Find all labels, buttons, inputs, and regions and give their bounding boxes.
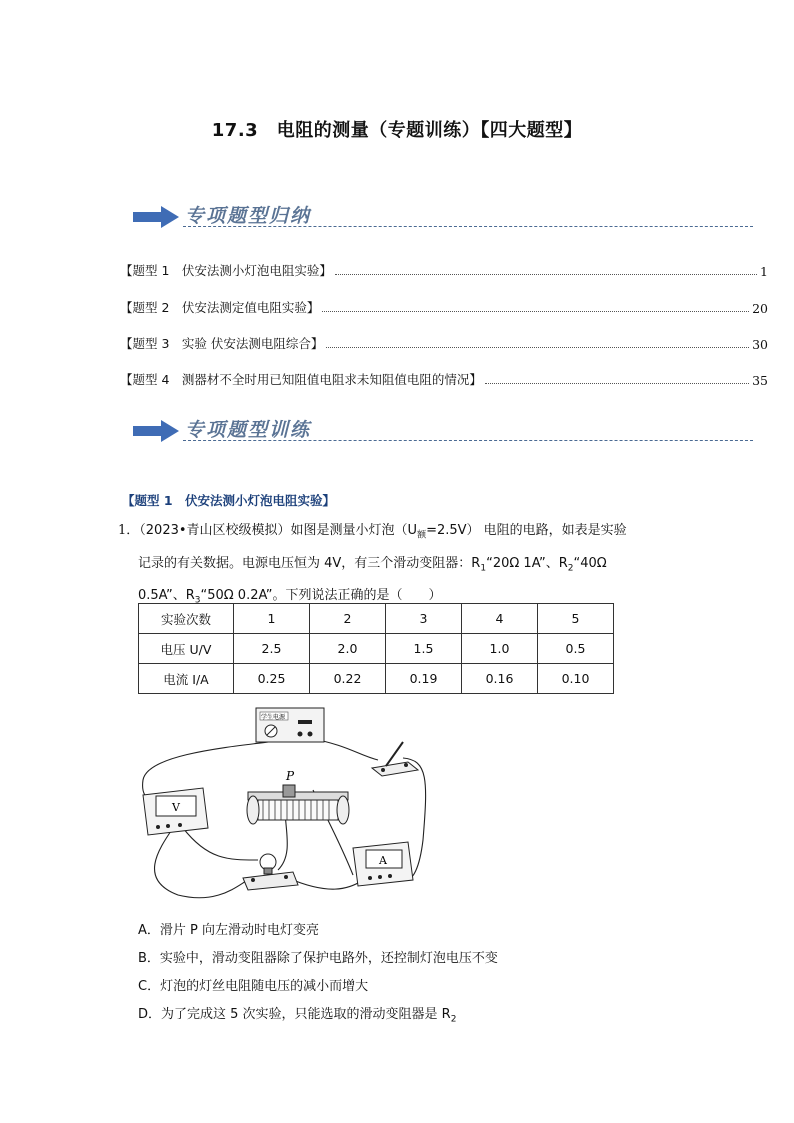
subscript: 1	[480, 563, 487, 574]
table-cell: 1	[234, 604, 310, 634]
question-text: 0.5A”、R	[138, 588, 195, 604]
subscript: 2	[450, 1014, 457, 1025]
question-stem	[118, 517, 678, 615]
table-cell: 电压 U/V	[139, 634, 234, 664]
ammeter-label: A	[379, 854, 387, 867]
toc-item[interactable]	[120, 298, 768, 316]
arrow-right-icon	[133, 420, 179, 442]
table-cell: 0.22	[310, 664, 386, 694]
table-cell: 2.5	[234, 634, 310, 664]
toc-label: 【题型 1 伏安法测小灯泡电阻实验】	[120, 263, 332, 278]
power-label: 学生电源	[261, 714, 286, 721]
arrow-right-icon	[133, 206, 179, 228]
question-text: =2.5V） 电阻的电路，如表是实验	[426, 523, 627, 538]
option-a[interactable]: A．滑片 P 向左滑动时电灯变亮	[138, 923, 319, 938]
question-number: 1．	[118, 523, 140, 538]
toc-leader	[326, 347, 749, 348]
table-cell: 0.25	[234, 664, 310, 694]
bulb	[243, 854, 298, 890]
data-table	[138, 603, 614, 694]
option-d-text: D．为了完成这 5 次实验，只能选取的滑动变阻器是 R	[138, 1007, 451, 1022]
question-text: “40Ω	[573, 555, 607, 571]
table-cell: 5	[538, 604, 614, 634]
voltmeter-label: V	[172, 801, 180, 814]
table-cell: 0.5	[538, 634, 614, 664]
toc-label: 【题型 4 测器材不全时用已知阻值电阻求未知阻值电阻的情况】	[120, 372, 482, 387]
option-b[interactable]: B．实验中，滑动变阻器除了保护电路外，还控制灯泡电压不变	[138, 951, 498, 966]
circuit-diagram	[128, 700, 448, 910]
wire	[288, 878, 363, 889]
toc-page: 1	[760, 264, 768, 279]
table-cell: 0.16	[462, 664, 538, 694]
toc-item[interactable]	[120, 370, 768, 388]
section-banner-summary	[133, 200, 753, 234]
table-cell: 2	[310, 604, 386, 634]
toc-label: 【题型 3 实验 伏安法测电阻综合】	[120, 336, 324, 351]
table-row	[139, 604, 614, 634]
toc-leader	[485, 383, 749, 384]
table-cell: 2.0	[310, 634, 386, 664]
banner-title: 专项题型训练	[185, 419, 312, 441]
voltmeter	[143, 788, 208, 835]
question-source: （2023•青山区校级模拟）	[139, 523, 291, 538]
toc-item[interactable]	[120, 334, 768, 352]
divider	[183, 440, 753, 441]
toc-page: 35	[752, 373, 768, 388]
page-title: 17.3 电阻的测量（专题训练）【四大题型】	[211, 120, 583, 141]
table-cell: 0.10	[538, 664, 614, 694]
question-text: 如图是测量小灯泡（U	[290, 523, 418, 538]
question-text: 记录的有关数据。电源电压恒为 4V，有三个滑动变阻器：R	[138, 555, 481, 571]
wire	[183, 828, 258, 860]
banner-title: 专项题型归纳	[185, 205, 312, 227]
toc-page: 30	[752, 337, 768, 352]
subscript: 2	[567, 563, 574, 574]
table-cell: 1.0	[462, 634, 538, 664]
subscript: 额	[417, 530, 427, 541]
table-cell: 实验次数	[139, 604, 234, 634]
toc-label: 【题型 2 伏安法测定值电阻实验】	[120, 300, 320, 315]
switch	[372, 742, 418, 776]
wire	[155, 828, 248, 898]
question-text: “50Ω 0.2A”。下列说法正确的是（ ）	[200, 588, 442, 604]
table-cell: 电流 I/A	[139, 664, 234, 694]
table-cell: 1.5	[386, 634, 462, 664]
power-supply	[256, 708, 324, 742]
toc-item[interactable]	[120, 261, 768, 279]
toc-leader	[335, 274, 757, 275]
table-cell: 0.19	[386, 664, 462, 694]
table-row	[139, 664, 614, 694]
ammeter	[353, 842, 413, 886]
question-line-2	[118, 550, 678, 583]
option-c[interactable]: C．灯泡的灯丝电阻随电压的减小而增大	[138, 979, 369, 994]
toc-leader	[322, 311, 749, 312]
slider-label: P	[286, 769, 295, 783]
table-cell: 3	[386, 604, 462, 634]
question-text: “20Ω 1A”、R	[486, 555, 568, 571]
table-cell: 4	[462, 604, 538, 634]
subscript: 3	[194, 595, 201, 606]
question-line-1	[118, 517, 678, 550]
section-banner-training	[133, 414, 753, 448]
table-row	[139, 634, 614, 664]
rheostat	[247, 769, 349, 824]
toc-page: 20	[752, 301, 768, 316]
option-d[interactable]	[138, 1003, 456, 1025]
divider	[183, 226, 753, 227]
section-heading: 【题型 1 伏安法测小灯泡电阻实验】	[122, 493, 336, 508]
